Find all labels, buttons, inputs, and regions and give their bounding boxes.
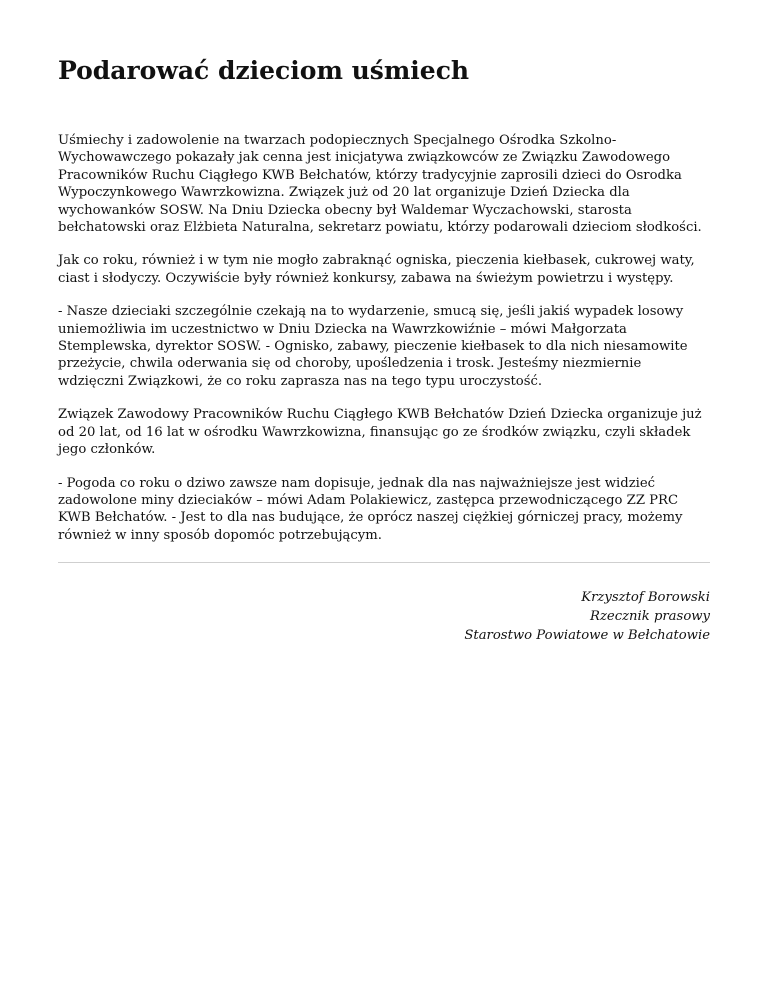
article-body [58, 132, 710, 544]
article-paragraph: - Pogoda co roku o dziwo zawsze nam dopisuje, jednak dla nas najważniejsze jest widzieć zadowolone miny dzieciaków – mówi Adam Polakiewicz, zastępca przewodniczącego ZZ PRC KWB Bełchatów. - Jest to dla nas budujące, że oprócz naszej ciężkiej górniczej pracy, możemy również w inny sposób dopomóc potrzebującym. [58, 475, 683, 543]
signature-block [58, 588, 710, 645]
article-paragraph: Jak co roku, również i w tym nie mogło zabraknąć ogniska, pieczenia kiełbasek, cukrowej waty, ciast i słodyczy. Oczywiście były również konkursy, zabawa na świeżym powietrzu i występy. [58, 253, 695, 286]
article-paragraph: Związek Zawodowy Pracowników Ruchu Ciągłego KWB Bełchatów Dzień Dziecka organizuje już od 20 lat, od 16 lat w ośrodku Wawrzkowizna, finansując go ze środków związku, czyli składek jego członków. [58, 407, 702, 458]
article-paragraph: - Nasze dzieciaki szczególnie czekają na to wydarzenie, smucą się, jeśli jakiś wypadek losowy uniemożliwia im uczestnictwo w Dniu Dziecka na Wawrzkowiźnie – mówi Małgorzata Stemplewska, dyrektor SOSW. - Ognisko, zabawy, pieczenie kiełbasek to dla nich niesamowite przeżycie, chwila oderwania się od choroby, upośledzenia i trosk. Jesteśmy niezmiernie wdzięczni Związkowi, że co roku zaprasza nas na tego typu uroczystość. [58, 304, 688, 389]
article-paragraph: Uśmiechy i zadowolenie na twarzach podopiecznych Specjalnego Ośrodka Szkolno-Wychowawczego pokazały jak cenna jest inicjatywa związkowców ze Związku Zawodowego Pracowników Ruchu Ciągłego KWB Bełchatów, którzy tradycyjnie zaprosili dzieci do Osrodka Wypoczynkowego Wawrzkowizna. Związek już od 20 lat organizuje Dzień Dziecka dla wychowanków SOSW. Na Dniu Dziecka obecny był Waldemar Wyczachowski, starosta bełchatowski oraz Elżbieta Naturalna, sekretarz powiatu, którzy podarowali dzieciom słodkości. [58, 133, 702, 236]
section-divider [58, 562, 710, 563]
signature-role: Rzecznik prasowy [590, 609, 710, 625]
article-title: Podarować dzieciom uśmiech [58, 56, 470, 85]
signature-name: Krzysztof Borowski [581, 590, 710, 606]
document-page [58, 0, 710, 645]
signature-office: Starostwo Powiatowe w Bełchatowie [464, 628, 710, 644]
